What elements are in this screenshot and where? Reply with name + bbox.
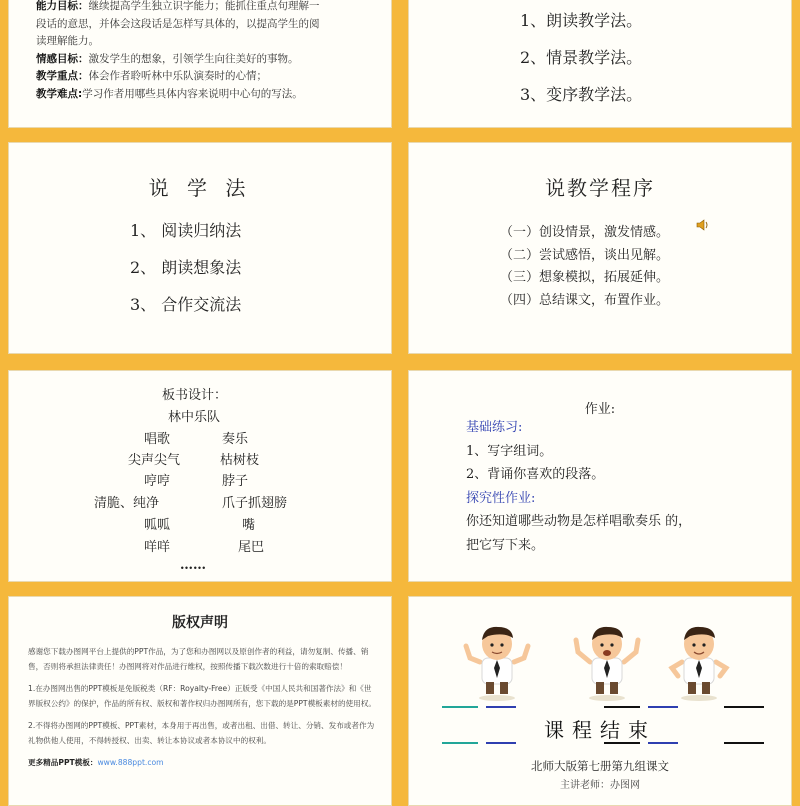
list-item: 2、情景教学法。 (520, 48, 643, 67)
board-left-word: 清脆、纯净 (94, 496, 160, 511)
goals-line: 能力目标：继续提高学生独立识字能力；能抓住重点句理解一 (36, 0, 320, 12)
list-item: （一）创设情景，激发情感。 (500, 225, 670, 240)
slide-teaching-goals[interactable] (8, 0, 392, 128)
goals-line: 读理解能力。 (36, 35, 99, 47)
board-right-word: 脖子 (222, 474, 249, 489)
course-subtitle: 北师大版第七册第九组课文 (531, 759, 669, 773)
list-item: （四）总结课文，布置作业。 (500, 292, 670, 308)
speaker-icon[interactable] (696, 219, 710, 231)
slide-homework[interactable] (408, 370, 792, 582)
list-item: 3、 合作交流法 (130, 295, 242, 314)
board-right-word: 奏乐 (222, 432, 249, 447)
slide-title: 说 学 法 (148, 176, 252, 200)
cartoon-teacher-icon (568, 618, 646, 702)
list-item: 3、变序教学法。 (520, 85, 643, 104)
copyright-body (28, 644, 378, 777)
goals-line: 教学难点:学习作者用哪些具体内容来说明中心句的写法。 (36, 87, 303, 100)
procedure-list (500, 222, 669, 312)
board-heading: 板书设计： (162, 388, 228, 403)
list-item: 2、背诵你喜欢的段落。 (466, 467, 605, 482)
divider-line (724, 706, 764, 708)
more-link[interactable]: www.888ppt.com (97, 758, 164, 767)
learning-methods-list (130, 212, 241, 323)
board-left-word: 咩咩 (144, 540, 171, 555)
list-item: （三）想象模拟，拓展延伸。 (500, 270, 670, 285)
list-item: 1、朗读教学法。 (520, 11, 643, 30)
slide-teaching-procedure[interactable] (408, 142, 792, 354)
slide-teaching-methods[interactable] (408, 0, 792, 128)
board-left-word: 哼哼 (144, 474, 171, 489)
copyright-paragraph: 感谢您下载办图网平台上提供的PPT作品，为了您和办图网以及原创作者的利益，请勿复制、传播、销售，否则将承担法律责任！办图网将对作品进行维权，按照传播下载次数进行十倍的索取赔偿！ (28, 647, 369, 671)
board-right-word: 爪子抓翅膀 (222, 496, 288, 511)
board-left-word: 呱呱 (144, 518, 171, 533)
explore-heading: 探究性作业: (466, 490, 536, 506)
slide-course-end[interactable] (408, 596, 792, 806)
cartoon-teacher-icon (458, 618, 536, 702)
board-subheading: 林中乐队 (168, 410, 221, 425)
explore-line: 把它写下来。 (466, 537, 545, 553)
slide-title: 作业: (584, 402, 616, 417)
basic-practice-heading: 基础练习: (466, 420, 523, 435)
slide-copyright[interactable] (8, 596, 392, 806)
board-right-word: 嘴 (242, 518, 256, 533)
methods-list (520, 2, 642, 113)
board-right-word: 尾巴 (238, 540, 265, 555)
goals-line: 情感目标：激发学生的想象，引领学生向往美好的事物。 (36, 52, 299, 65)
board-ellipsis: …… (180, 558, 206, 573)
list-item: 1、 阅读归纳法 (130, 221, 242, 240)
homework-content (466, 416, 691, 557)
slide-board-design[interactable] (8, 370, 392, 582)
slide-title: 版权声明 (172, 615, 228, 631)
goals-line: 教学重点：体会作者聆听林中乐队演奏时的心情； (36, 70, 267, 82)
explore-line: 你还知道哪些动物是怎样唱歌奏乐 的， (466, 514, 692, 529)
board-left-word: 唱歌 (144, 432, 171, 447)
goals-text (36, 0, 376, 103)
goals-line: 段话的意思，并体会这段话是怎样写具体的，以提高学生的阅 (36, 17, 320, 30)
more-label: 更多精品PPT模板： (28, 758, 98, 767)
copyright-paragraph: 2.不得将办图网的PPT模板、PPT素材，本身用于再出售，或者出租、出借、转让、分销、发布或者作为礼物供他人使用，不得转授权、出卖、转让本协议或者本协议中的权利。 (28, 721, 375, 745)
presenter-name: 主讲老师：办图网 (560, 780, 640, 791)
divider-line (486, 706, 516, 708)
list-item: 2、 朗读想象法 (130, 258, 242, 277)
slide-title: 说教学程序 (545, 176, 655, 200)
board-left-word: 尖声尖气 (128, 453, 181, 468)
list-item: （二）尝试感悟，谈出见解。 (500, 247, 670, 263)
divider-line (442, 706, 478, 708)
divider-line (648, 706, 678, 708)
end-title: 课程结束 (544, 718, 656, 742)
list-item: 1、写字组词。 (466, 443, 553, 459)
slide-learning-methods[interactable] (8, 142, 392, 354)
copyright-paragraph: 1.在办图网出售的PPT模板是免版税类（RF：Royalty-Free）正版受《中国人民共和国著作法》和《世界版权公约》的保护，作品的所有权、版权和著作权归办图网所有，您下载的是PPT模板素材的使用权。 (28, 684, 376, 708)
divider-line (604, 706, 640, 708)
more-templates (28, 755, 378, 770)
cartoon-teacher-icon (660, 618, 738, 702)
board-right-word: 枯树枝 (220, 453, 260, 468)
